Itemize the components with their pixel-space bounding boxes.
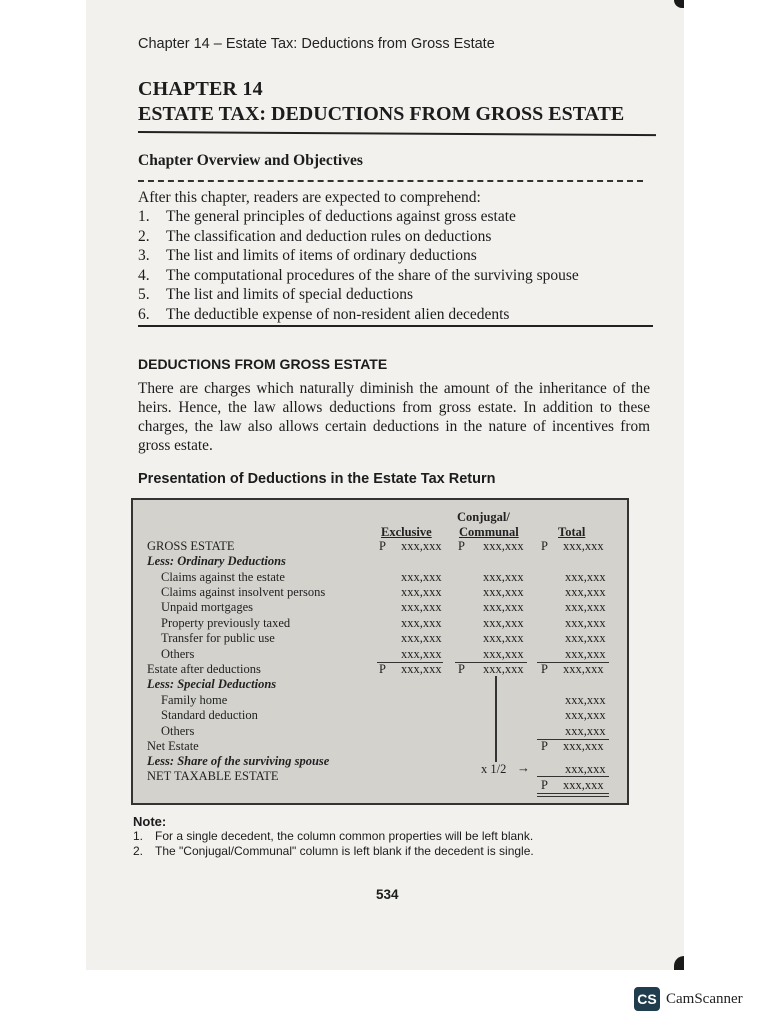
presentation-heading: Presentation of Deductions in the Estate Tax Return [138,471,496,487]
amount-cell: xxx,xxx [483,662,524,676]
deductions-paragraph: There are charges which naturally diminish the amount of the inheritance of the heirs. Hence, the law allows deductions from gross estate. In addition to these charges, the law also allows certain deductions in the nature of incentives from gross estate. [138,380,650,454]
camscanner-watermark [634,987,743,1011]
list-item: 1. For a single decedent, the column common properties will be left blank. [133,829,534,843]
camscanner-logo-icon: CS [634,987,660,1011]
row-less-ordinary: Less: Ordinary Deductions [147,554,286,568]
list-item: 3. The list and limits of items of ordinary deductions [138,247,477,265]
amount-cell: xxx,xxx [565,570,606,584]
overview-heading: Chapter Overview and Objectives [138,152,363,169]
amount-cell: xxx,xxx [565,647,606,661]
note-heading: Note: [133,814,167,829]
dashed-rule [138,180,643,182]
amount-cell: xxx,xxx [565,708,606,722]
row-net-taxable: NET TAXABLE ESTATE [147,769,279,783]
amount-cell: xxx,xxx [401,616,442,630]
col-exclusive: Exclusive [381,525,432,539]
row-less-special: Less: Special Deductions [147,677,277,691]
amount-cell: xxx,xxx [483,600,524,614]
bracket-line [495,676,497,762]
peso-sign: P [541,539,548,553]
amount-cell: xxx,xxx [563,739,604,753]
row-less-share: Less: Share of the surviving spouse [147,754,330,768]
row-claims-insolvent: Claims against insolvent persons [161,585,326,599]
total-double-line [537,793,609,794]
peso-sign: P [458,662,465,676]
amount-cell: xxx,xxx [565,724,606,738]
amount-cell: xxx,xxx [483,647,524,661]
amount-cell: xxx,xxx [401,662,442,676]
row-others-2: Others [161,724,195,738]
col-communal: Communal [459,525,519,539]
amount-cell: xxx,xxx [563,539,604,553]
amount-cell: xxx,xxx [401,600,442,614]
amount-cell: xxx,xxx [563,662,604,676]
row-others-1: Others [161,647,195,661]
amount-cell: xxx,xxx [401,647,442,661]
amount-cell: xxx,xxx [565,693,606,707]
row-family-home: Family home [161,693,228,707]
objectives-rule [138,325,653,327]
row-net-estate: Net Estate [147,739,199,753]
half-marker: x 1/2 [481,762,507,776]
amount-cell: xxx,xxx [483,631,524,645]
peso-sign: P [379,662,386,676]
amount-cell: xxx,xxx [401,539,442,553]
amount-cell: xxx,xxx [565,631,606,645]
peso-sign: P [458,539,465,553]
row-estate-after: Estate after deductions [147,662,261,676]
row-unpaid-mortgages: Unpaid mortgages [161,600,253,614]
estate-tax-table [131,498,629,805]
camscanner-name: CamScanner [666,990,743,1007]
page-number: 534 [376,887,399,902]
list-item: 5. The list and limits of special deductions [138,286,414,304]
amount-cell: xxx,xxx [565,616,606,630]
overview-intro: After this chapter, readers are expected to comprehend: [138,189,481,206]
list-item: 2. The "Conjugal/Communal" column is left blank if the decedent is single. [133,844,534,858]
amount-cell: xxx,xxx [563,778,604,792]
peso-sign: P [541,662,548,676]
list-item: 1. The general principles of deductions against gross estate [138,208,516,225]
subtotal-line [537,776,609,777]
amount-cell: xxx,xxx [483,570,524,584]
amount-cell: xxx,xxx [565,762,606,776]
row-transfer-public: Transfer for public use [161,631,275,645]
total-double-line [537,796,609,797]
peso-sign: P [541,778,548,792]
arrow-right-icon: → [517,760,530,775]
objectives-list [138,207,579,325]
amount-cell: xxx,xxx [483,585,524,599]
peso-sign: P [541,739,548,753]
amount-cell: xxx,xxx [401,570,442,584]
col-total: Total [558,525,586,539]
row-standard-deduction: Standard deduction [161,708,258,722]
list-item: 6. The deductible expense of non-resident alien decedents [138,305,510,323]
row-property-taxed: Property previously taxed [161,616,291,630]
list-item: 4. The computational procedures of the share of the surviving spouse [138,266,579,284]
chapter-title: ESTATE TAX: DEDUCTIONS FROM GROSS ESTATE [138,103,625,125]
amount-cell: xxx,xxx [483,539,524,553]
running-head: Chapter 14 – Estate Tax: Deductions from Gross Estate [138,36,495,52]
amount-cell: xxx,xxx [483,616,524,630]
amount-cell: xxx,xxx [401,631,442,645]
row-claims-estate: Claims against the estate [161,570,285,584]
row-gross-estate: GROSS ESTATE [147,539,235,553]
list-item: 2. The classification and deduction rules on deductions [138,227,492,245]
amount-cell: xxx,xxx [565,585,606,599]
col-conjugal-top: Conjugal/ [457,510,510,524]
chapter-number: CHAPTER 14 [138,78,263,100]
deductions-heading: DEDUCTIONS FROM GROSS ESTATE [138,356,388,372]
peso-sign: P [379,539,386,553]
notes-list [133,829,534,859]
amount-cell: xxx,xxx [565,600,606,614]
amount-cell: xxx,xxx [401,585,442,599]
